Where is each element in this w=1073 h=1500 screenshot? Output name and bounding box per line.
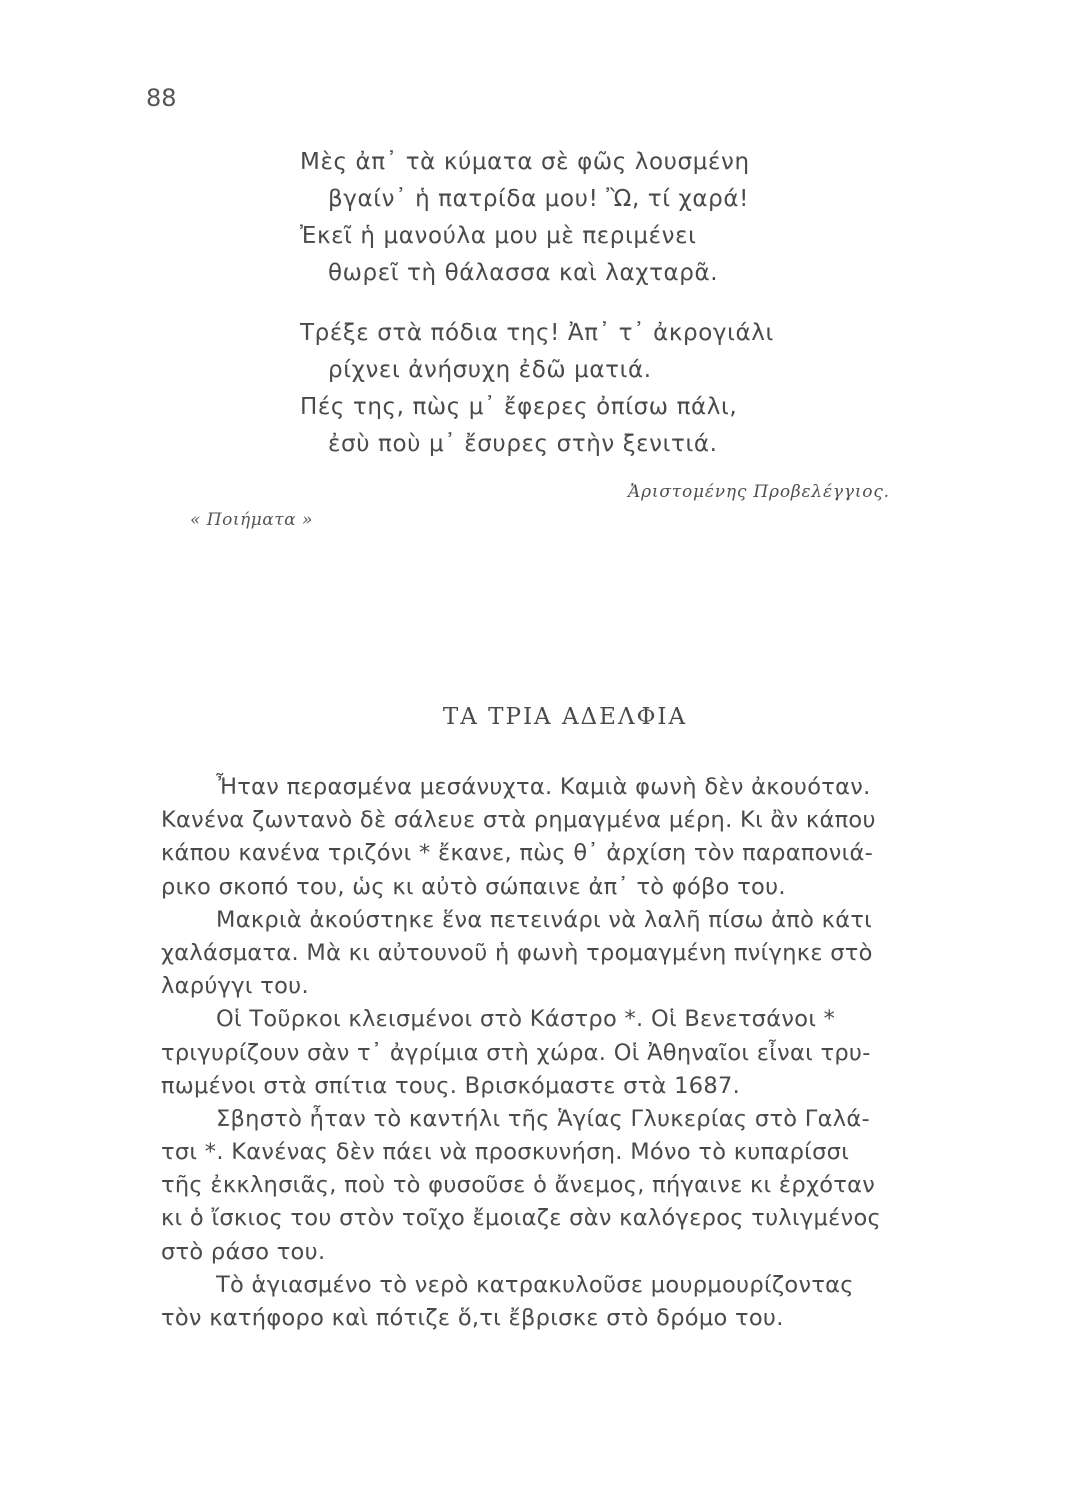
prose-line: στὸ ράσο του. — [161, 1238, 326, 1265]
story-body — [161, 771, 996, 1335]
prose-line: πωμένοι στὰ σπίτια τους. Βρισκόμαστε στὰ 1687. — [161, 1072, 741, 1099]
prose-line: Μακριὰ ἀκούστηκε ἕνα πετεινάρι νὰ λαλῆ πίσω ἀπὸ κάτι — [216, 906, 873, 933]
prose-line: Κανένα ζωντανὸ δὲ σάλευε στὰ ρημαγμένα μέρη. Κι ἂν κάπου — [161, 807, 876, 834]
poem-stanza-2 — [300, 315, 1000, 463]
prose-line: τριγυρίζουν σὰν τ᾿ ἀγρίμια στὴ χώρα. Οἱ Ἀθηναῖοι εἶναι τρυ- — [161, 1039, 871, 1066]
poem-line: βγαίν᾿ ἡ πατρίδα μου! Ὢ, τί χαρά! — [328, 186, 749, 212]
poem-line: ρίχνει ἀνήσυχη ἐδῶ ματιά. — [328, 357, 652, 383]
prose-line: τὸν κατήφορο καὶ πότιζε ὅ,τι ἔβρισκε στὸ δρόμο του. — [161, 1305, 784, 1331]
poem-line: θωρεῖ τὴ θάλασσα καὶ λαχταρᾶ. — [328, 260, 719, 286]
prose-line: Σβηστὸ ἦταν τὸ καντήλι τῆς Ἁγίας Γλυκερίας στὸ Γαλά- — [216, 1105, 870, 1132]
prose-line: λαρύγγι του. — [161, 973, 309, 1000]
prose-line: τσι *. Κανένας δὲν πάει νὰ προσκυνήση. Μόνο τὸ κυπαρίσσι — [161, 1139, 850, 1166]
story-title: ΤΑ ΤΡΙΑ ΑΔΕΛΦΙΑ — [442, 704, 688, 730]
prose-line: ρικο σκοπό του, ὡς κι αὐτὸ σώπαινε ἀπ᾿ τὸ φόβο του. — [161, 873, 786, 900]
poem — [300, 144, 1000, 486]
poem-line: ἐσὺ ποὺ μ᾿ ἔσυρες στὴν ξενιτιά. — [328, 431, 718, 457]
poem-author: Ἀριστομένης Προβελέγγιος. — [628, 482, 890, 502]
poem-source: « Ποιήματα » — [190, 510, 313, 530]
prose-line: Οἱ Τοῦρκοι κλεισμένοι στὸ Κάστρο *. Οἱ Βενετσάνοι * — [216, 1006, 836, 1033]
poem-line: Πές της, πὼς μ᾿ ἔφερες ὀπίσω πάλι, — [300, 394, 738, 420]
prose-line: τῆς ἐκκλησιᾶς, ποὺ τὸ φυσοῦσε ὁ ἄνεμος, πήγαινε κι ἐρχόταν — [161, 1172, 876, 1199]
prose-line: κάπου κανένα τριζόνι * ἔκανε, πὼς θ᾿ ἀρχίση τὸν παραπονιά- — [161, 840, 874, 867]
prose-line: χαλάσματα. Μὰ κι αὐτουνοῦ ἡ φωνὴ τρομαγμένη πνίγηκε στὸ — [161, 939, 873, 966]
prose-line: κι ὁ ἴσκιος του στὸν τοῖχο ἔμοιαζε σὰν καλόγερος τυλιγμένος — [161, 1205, 882, 1232]
poem-line: Τρέξε στὰ πόδια της! Ἀπ᾿ τ᾿ ἀκρογιάλι — [300, 320, 774, 346]
poem-line: Ἐκεῖ ἡ μανούλα μου μὲ περιμένει — [300, 223, 697, 249]
poem-line: Μὲς ἀπ᾿ τὰ κύματα σὲ φῶς λουσμένη — [300, 149, 750, 175]
poem-stanza-1 — [300, 144, 1000, 292]
page-number: 88 — [146, 84, 177, 112]
prose-line: Τὸ ἁγιασμένο τὸ νερὸ κατρακυλοῦσε μουρμουρίζοντας — [216, 1271, 854, 1298]
prose-line: Ἦταν περασμένα μεσάνυχτα. Καμιὰ φωνὴ δὲν ἀκουόταν. — [216, 774, 871, 800]
